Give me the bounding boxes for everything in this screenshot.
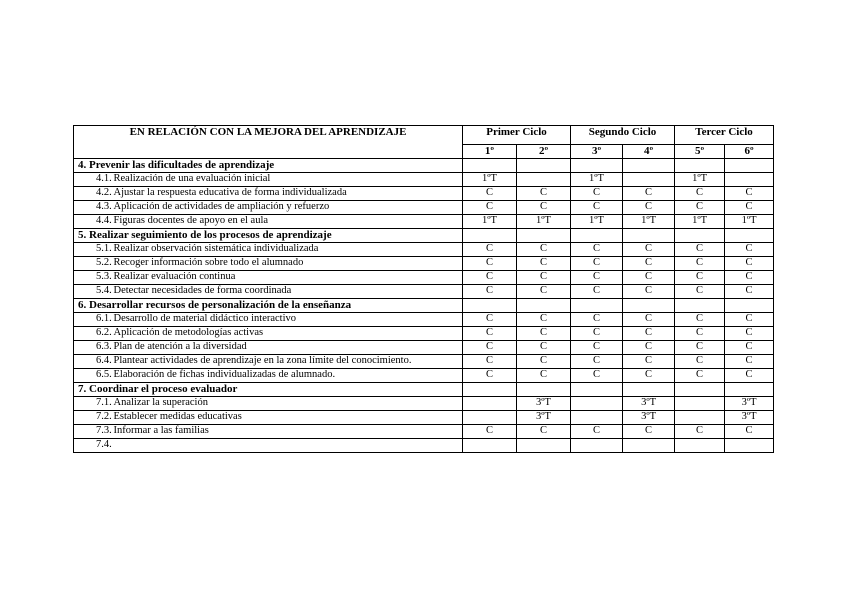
table-row xyxy=(74,411,774,425)
empty-cell xyxy=(675,383,725,397)
schedule-cell xyxy=(517,173,571,187)
schedule-cell: C xyxy=(517,257,571,271)
schedule-cell: 3ºT xyxy=(623,397,675,411)
empty-cell xyxy=(571,229,623,243)
schedule-cell: 3ºT xyxy=(623,411,675,425)
empty-cell xyxy=(675,229,725,243)
schedule-cell: C xyxy=(675,257,725,271)
empty-cell xyxy=(675,299,725,313)
schedule-cell: C xyxy=(725,285,774,299)
schedule-cell: C xyxy=(623,341,675,355)
schedule-cell: C xyxy=(517,313,571,327)
section-row xyxy=(74,383,774,397)
empty-cell xyxy=(725,229,774,243)
item-description: Realización de una evaluación inicial xyxy=(110,173,463,187)
schedule-cell: C xyxy=(571,355,623,369)
schedule-cell: C xyxy=(463,285,517,299)
item-number: 7.3. xyxy=(74,425,110,439)
item-number: 6.1. xyxy=(74,313,110,327)
item-description: Elaboración de fichas individualizadas de alumnado. xyxy=(110,369,463,383)
schedule-cell xyxy=(623,173,675,187)
item-number: 7.1. xyxy=(74,397,110,411)
item-description: Aplicación de actividades de ampliación y refuerzo xyxy=(110,201,463,215)
schedule-cell: C xyxy=(675,355,725,369)
item-number: 4.1. xyxy=(74,173,110,187)
item-description: Analizar la superación xyxy=(110,397,463,411)
empty-cell xyxy=(517,383,571,397)
schedule-cell: 1ºT xyxy=(623,215,675,229)
schedule-cell xyxy=(725,439,774,453)
schedule-cell: 1ºT xyxy=(517,215,571,229)
schedule-cell xyxy=(463,397,517,411)
empty-cell xyxy=(675,159,725,173)
schedule-cell: C xyxy=(675,327,725,341)
schedule-cell: 3ºT xyxy=(725,411,774,425)
schedule-cell: C xyxy=(571,201,623,215)
schedule-cell: C xyxy=(623,369,675,383)
schedule-cell: C xyxy=(725,243,774,257)
schedule-cell: C xyxy=(463,369,517,383)
schedule-cell: C xyxy=(463,313,517,327)
item-number: 5.3. xyxy=(74,271,110,285)
table-title: EN RELACIÓN CON LA MEJORA DEL APRENDIZAJE xyxy=(74,126,463,159)
schedule-cell: C xyxy=(725,355,774,369)
schedule-cell: 1ºT xyxy=(725,215,774,229)
empty-cell xyxy=(725,159,774,173)
schedule-cell: 1ºT xyxy=(675,215,725,229)
schedule-cell: C xyxy=(675,425,725,439)
schedule-cell: C xyxy=(571,313,623,327)
cycle-header-primer: Primer Ciclo xyxy=(463,126,571,145)
empty-cell xyxy=(623,159,675,173)
table-row xyxy=(74,285,774,299)
schedule-cell: C xyxy=(463,425,517,439)
schedule-cell xyxy=(571,439,623,453)
schedule-cell: C xyxy=(463,355,517,369)
schedule-cell: 1ºT xyxy=(463,173,517,187)
empty-cell xyxy=(463,299,517,313)
schedule-cell xyxy=(571,411,623,425)
schedule-cell: C xyxy=(725,369,774,383)
schedule-cell xyxy=(675,411,725,425)
schedule-cell: C xyxy=(571,285,623,299)
schedule-cell: C xyxy=(463,243,517,257)
item-number: 6.5. xyxy=(74,369,110,383)
item-number: 5.2. xyxy=(74,257,110,271)
empty-cell xyxy=(623,229,675,243)
schedule-cell: C xyxy=(623,285,675,299)
schedule-cell: C xyxy=(517,201,571,215)
item-number: 5.1. xyxy=(74,243,110,257)
schedule-cell: C xyxy=(725,271,774,285)
schedule-cell: C xyxy=(623,313,675,327)
schedule-cell: C xyxy=(517,425,571,439)
schedule-cell xyxy=(517,439,571,453)
schedule-cell: C xyxy=(725,257,774,271)
schedule-cell: C xyxy=(517,327,571,341)
schedule-cell xyxy=(463,439,517,453)
table-row xyxy=(74,187,774,201)
item-number: 4.3. xyxy=(74,201,110,215)
item-number: 5.4. xyxy=(74,285,110,299)
table-row xyxy=(74,271,774,285)
schedule-cell: C xyxy=(463,341,517,355)
schedule-cell: C xyxy=(725,327,774,341)
empty-cell xyxy=(623,383,675,397)
section-title: 5. Realizar seguimiento de los procesos de aprendizaje xyxy=(74,229,463,243)
table-row xyxy=(74,257,774,271)
item-number: 7.2. xyxy=(74,411,110,425)
table-row xyxy=(74,341,774,355)
schedule-cell xyxy=(623,439,675,453)
item-number: 6.3. xyxy=(74,341,110,355)
empty-cell xyxy=(623,299,675,313)
schedule-cell: C xyxy=(675,243,725,257)
schedule-cell: C xyxy=(463,327,517,341)
table-row xyxy=(74,439,774,453)
item-description: Detectar necesidades de forma coordinada xyxy=(110,285,463,299)
item-number: 6.4. xyxy=(74,355,110,369)
schedule-cell: C xyxy=(463,201,517,215)
schedule-cell: C xyxy=(517,271,571,285)
schedule-cell: C xyxy=(571,271,623,285)
table-row xyxy=(74,313,774,327)
empty-cell xyxy=(571,159,623,173)
item-description: Plan de atención a la diversidad xyxy=(110,341,463,355)
empty-cell xyxy=(463,383,517,397)
schedule-cell: C xyxy=(517,369,571,383)
section-title: 7. Coordinar el proceso evaluador xyxy=(74,383,463,397)
empty-cell xyxy=(571,299,623,313)
item-description xyxy=(110,439,463,453)
schedule-cell: C xyxy=(623,425,675,439)
empty-cell xyxy=(517,159,571,173)
item-number: 4.2. xyxy=(74,187,110,201)
schedule-cell: C xyxy=(725,341,774,355)
empty-cell xyxy=(517,299,571,313)
table-row xyxy=(74,369,774,383)
schedule-cell: C xyxy=(623,327,675,341)
year-header-5: 5º xyxy=(675,145,725,159)
empty-cell xyxy=(463,229,517,243)
schedule-cell: C xyxy=(725,201,774,215)
schedule-cell: C xyxy=(571,425,623,439)
section-row xyxy=(74,229,774,243)
schedule-cell: C xyxy=(517,355,571,369)
schedule-cell: C xyxy=(623,355,675,369)
item-description: Ajustar la respuesta educativa de forma individualizada xyxy=(110,187,463,201)
schedule-cell: C xyxy=(675,313,725,327)
item-number: 7.4. xyxy=(74,439,110,453)
schedule-cell: C xyxy=(571,327,623,341)
empty-cell xyxy=(463,159,517,173)
empty-cell xyxy=(571,383,623,397)
section-row xyxy=(74,299,774,313)
schedule-cell: 1ºT xyxy=(571,215,623,229)
schedule-cell: 3ºT xyxy=(517,397,571,411)
schedule-cell: C xyxy=(571,369,623,383)
schedule-cell: C xyxy=(623,187,675,201)
schedule-cell: C xyxy=(623,243,675,257)
table-row xyxy=(74,327,774,341)
schedule-cell xyxy=(675,439,725,453)
empty-cell xyxy=(725,383,774,397)
schedule-cell: C xyxy=(675,341,725,355)
year-header-6: 6º xyxy=(725,145,774,159)
schedule-cell: C xyxy=(725,425,774,439)
section-row xyxy=(74,159,774,173)
schedule-cell: 3ºT xyxy=(725,397,774,411)
empty-cell xyxy=(517,229,571,243)
item-description: Recoger información sobre todo el alumnado xyxy=(110,257,463,271)
schedule-cell xyxy=(675,397,725,411)
year-header-2: 2º xyxy=(517,145,571,159)
year-header-3: 3º xyxy=(571,145,623,159)
table-row xyxy=(74,201,774,215)
item-description: Realizar observación sistemática individualizada xyxy=(110,243,463,257)
schedule-cell: C xyxy=(517,243,571,257)
schedule-cell: C xyxy=(623,271,675,285)
item-number: 4.4. xyxy=(74,215,110,229)
item-description: Aplicación de metodologías activas xyxy=(110,327,463,341)
schedule-cell: C xyxy=(517,341,571,355)
schedule-cell: C xyxy=(571,257,623,271)
year-header-4: 4º xyxy=(623,145,675,159)
cycle-header-segundo: Segundo Ciclo xyxy=(571,126,675,145)
schedule-cell: C xyxy=(675,285,725,299)
item-description: Informar a las familias xyxy=(110,425,463,439)
section-title: 6. Desarrollar recursos de personalización de la enseñanza xyxy=(74,299,463,313)
table-row xyxy=(74,425,774,439)
schedule-cell: C xyxy=(571,243,623,257)
schedule-cell: 1ºT xyxy=(675,173,725,187)
item-description: Figuras docentes de apoyo en el aula xyxy=(110,215,463,229)
schedule-cell: C xyxy=(623,257,675,271)
schedule-cell xyxy=(463,411,517,425)
schedule-cell: 3ºT xyxy=(517,411,571,425)
table-row xyxy=(74,355,774,369)
schedule-cell: 1ºT xyxy=(463,215,517,229)
schedule-cell: C xyxy=(675,369,725,383)
schedule-cell: C xyxy=(623,201,675,215)
item-description: Realizar evaluación continua xyxy=(110,271,463,285)
schedule-cell: C xyxy=(675,271,725,285)
table-row xyxy=(74,173,774,187)
schedule-cell: C xyxy=(675,187,725,201)
schedule-cell: C xyxy=(725,313,774,327)
year-header-1: 1º xyxy=(463,145,517,159)
item-description: Desarrollo de material didáctico interactivo xyxy=(110,313,463,327)
schedule-cell: C xyxy=(571,341,623,355)
schedule-cell xyxy=(725,173,774,187)
schedule-cell: C xyxy=(675,201,725,215)
schedule-cell: C xyxy=(571,187,623,201)
item-description: Establecer medidas educativas xyxy=(110,411,463,425)
schedule-cell: C xyxy=(463,271,517,285)
learning-improvement-table xyxy=(73,125,774,453)
item-description: Plantear actividades de aprendizaje en la zona límite del conocimiento. xyxy=(110,355,463,369)
schedule-cell: C xyxy=(463,187,517,201)
schedule-cell: C xyxy=(725,187,774,201)
schedule-cell: 1ºT xyxy=(571,173,623,187)
table-row xyxy=(74,397,774,411)
schedule-cell xyxy=(571,397,623,411)
schedule-cell: C xyxy=(517,285,571,299)
table-row xyxy=(74,243,774,257)
schedule-cell: C xyxy=(463,257,517,271)
cycle-header-tercer: Tercer Ciclo xyxy=(675,126,774,145)
section-title: 4. Prevenir las dificultades de aprendizaje xyxy=(74,159,463,173)
table-row xyxy=(74,215,774,229)
empty-cell xyxy=(725,299,774,313)
item-number: 6.2. xyxy=(74,327,110,341)
schedule-cell: C xyxy=(517,187,571,201)
